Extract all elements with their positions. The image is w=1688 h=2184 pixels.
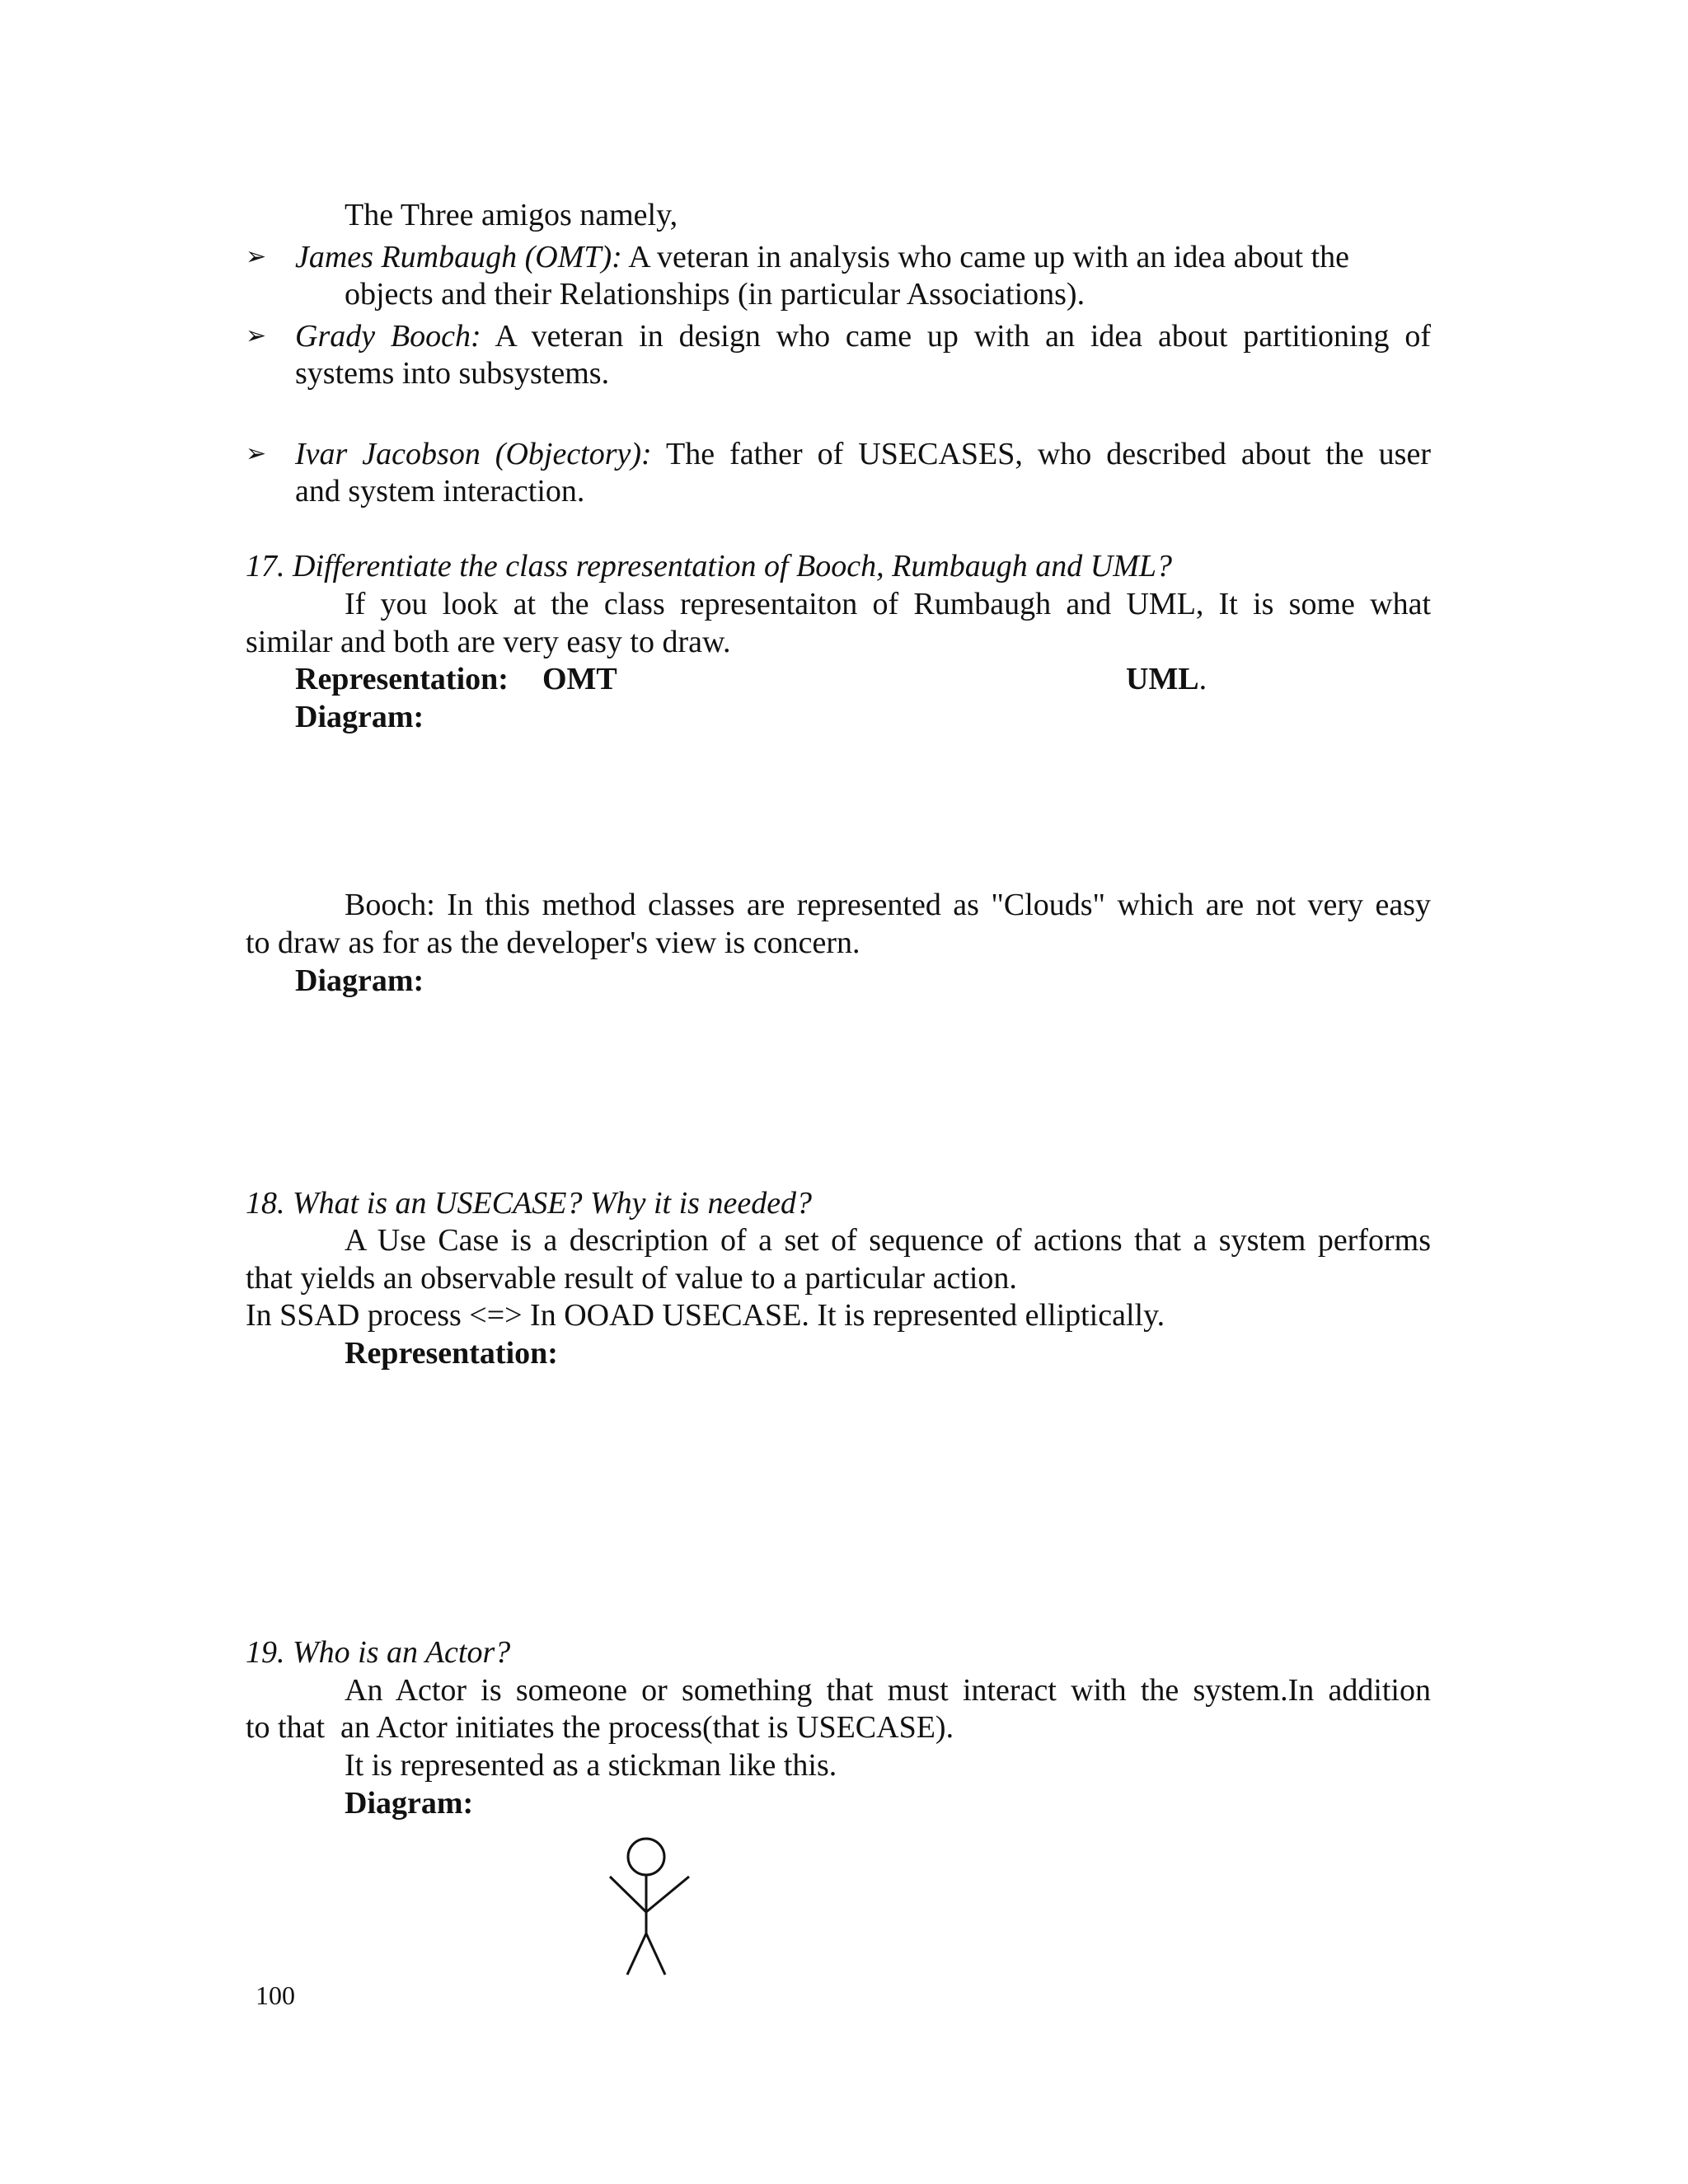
bullet-arrow-icon: ➢ <box>246 322 267 349</box>
q17-answer-line2: similar and both are very easy to draw. <box>246 625 731 659</box>
q17-answer-line1: If you look at the class representaiton of Rumbaugh and UML, It is some what <box>345 587 1431 621</box>
q19-answer-line1: An Actor is someone or something that must interact with the system.In addition <box>345 1673 1431 1708</box>
amigos-item-jacobson-line2: and system interaction. <box>295 474 585 509</box>
amigos-item-booch-line2: systems into subsystems. <box>295 356 610 391</box>
stickman-head <box>628 1839 664 1875</box>
page-number: 100 <box>256 1980 295 2010</box>
bullet-arrow-icon: ➢ <box>246 243 267 270</box>
q17-uml-label-wrap <box>1126 660 1207 698</box>
q18-answer-line3: In SSAD process <=> In OOAD USECASE. It is represented elliptically. <box>246 1298 1165 1333</box>
q17-omt-label: OMT <box>542 662 617 696</box>
amigos-item-booch-name: Grady Booch: <box>295 319 481 354</box>
stickman-arm-left <box>610 1877 646 1912</box>
q17-uml-label: UML <box>1126 662 1199 696</box>
q17-diagram-label: Diagram: <box>295 700 424 734</box>
amigos-item-rumbaugh-name: James Rumbaugh (OMT): <box>295 240 622 274</box>
bullet-arrow-icon: ➢ <box>246 440 267 467</box>
q19-answer-line3: It is represented as a stickman like this. <box>345 1748 837 1783</box>
amigos-item-rumbaugh-line2: objects and their Relationships (in particular Associations). <box>345 277 1085 312</box>
q18-answer-line1: A Use Case is a description of a set of sequence of actions that a system performs <box>345 1223 1431 1258</box>
q17-uml-period: . <box>1198 662 1207 696</box>
amigos-item-rumbaugh-text: A veteran in analysis who came up with an idea about the <box>621 240 1350 274</box>
amigos-item-jacobson-name: Ivar Jacobson (Objectory): <box>295 437 652 471</box>
actor-stickman-diagram <box>603 1836 694 1993</box>
amigos-item-rumbaugh <box>295 238 1349 276</box>
amigos-item-booch-text: A veteran in design who came up with an idea about partitioning of <box>481 319 1431 354</box>
q17-representation-label: Representation: <box>295 662 509 696</box>
amigos-intro: The Three amigos namely, <box>345 198 678 232</box>
q19-diagram-label: Diagram: <box>345 1786 474 1821</box>
q19-answer-line2: to that an Actor initiates the process(that is USECASE). <box>246 1710 954 1745</box>
q17-question: 17. Differentiate the class representation of Booch, Rumbaugh and UML? <box>246 549 1173 583</box>
stickman-arm-right <box>646 1877 689 1912</box>
q19-question: 19. Who is an Actor? <box>246 1635 511 1670</box>
amigos-item-jacobson <box>295 435 1431 473</box>
q17-booch-line1: Booch: In this method classes are represented as "Clouds" which are not very easy <box>345 888 1431 922</box>
q18-representation-label: Representation: <box>345 1336 558 1371</box>
q18-answer-line2: that yields an observable result of value to a particular action. <box>246 1261 1017 1296</box>
amigos-item-jacobson-text: The father of USECASES, who described about the user <box>651 437 1431 471</box>
q18-question: 18. What is an USECASE? Why it is needed? <box>246 1186 813 1221</box>
q17-booch-line2: to draw as for as the developer's view is concern. <box>246 926 860 960</box>
q17-booch-diagram-label: Diagram: <box>295 963 424 998</box>
stickman-leg-right <box>646 1933 665 1975</box>
stickman-leg-left <box>627 1933 646 1975</box>
amigos-item-booch <box>295 317 1431 355</box>
